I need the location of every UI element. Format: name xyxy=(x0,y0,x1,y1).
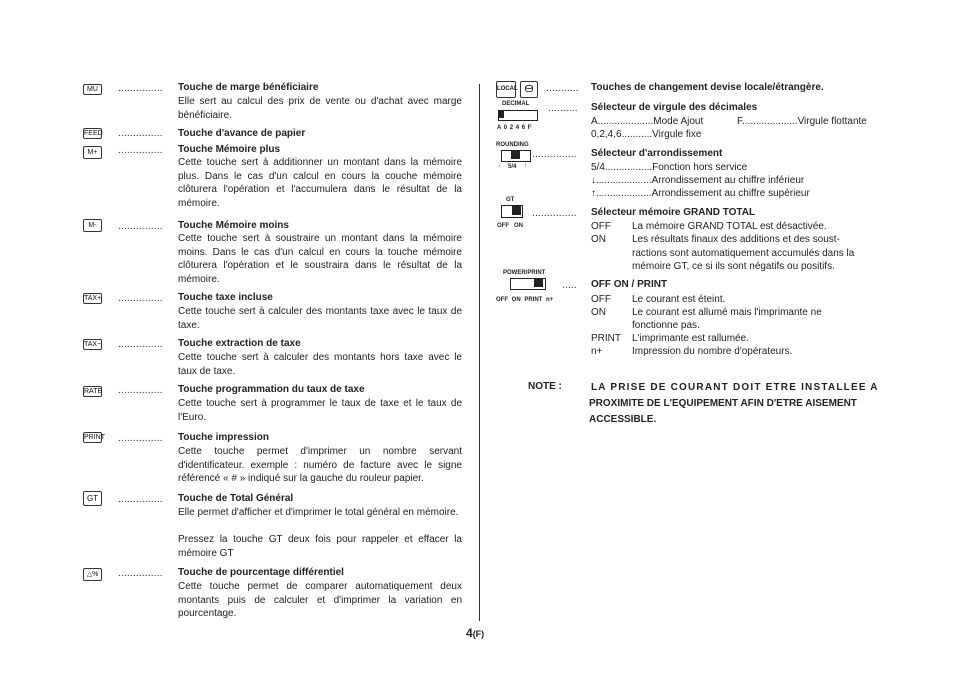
power-n-value: Impression du nombre d'opérateurs. xyxy=(632,346,793,357)
item-title: Touche Mémoire moins xyxy=(178,220,289,231)
item-description: Cette touche permet de comparer automatiquement deux montants puis de calculer et d'imprimer la variation en pourcentage. xyxy=(178,581,462,619)
leader-dots: ............... xyxy=(118,385,163,396)
power-print-key: PRINT xyxy=(591,333,621,344)
tax-plus-key-icon: TAX+ xyxy=(84,295,102,302)
note-line: PROXIMITE DE L'EQUIPEMENT AFIN D'ETRE AISEMENT xyxy=(589,398,857,409)
gt-on-key: ON xyxy=(591,234,606,245)
gt-off-value: La mémoire GRAND TOTAL est désactivée. xyxy=(632,221,827,232)
decimal-switch-positions: A 0 2 4 6 F xyxy=(497,125,532,131)
leader-dots: ........... xyxy=(546,83,579,94)
leader-dots: ............... xyxy=(118,83,163,94)
item-title: Touche Mémoire plus xyxy=(178,144,281,155)
item-title: Touche extraction de taxe xyxy=(178,338,301,349)
item-title: OFF ON / PRINT xyxy=(591,279,668,290)
decimal-switch-label: DECIMAL xyxy=(502,101,530,107)
item-title: Touche taxe incluse xyxy=(178,292,273,303)
item-description: Cette touche sert à calculer des montants hors taxe avec le taux de taxe. xyxy=(178,352,462,377)
tax-minus-key-icon: TAX− xyxy=(84,341,102,348)
decimal-option-f: F....................Virgule flottante xyxy=(737,116,867,127)
page-number-suffix: (F) xyxy=(472,629,485,639)
power-switch-knob xyxy=(534,279,543,287)
gt-switch-knob xyxy=(512,206,521,215)
item-title: Touche de Total Général xyxy=(178,493,294,504)
page-number-value: 4 xyxy=(466,626,473,640)
currency-key-icon xyxy=(520,81,538,98)
page-number xyxy=(466,626,484,640)
power-print-value: L'imprimante est rallumée. xyxy=(632,333,749,344)
gt-on-value-cont: mémoire GT, ce si ils sont négatifs ou positifs. xyxy=(632,261,835,272)
power-switch-label: POWER/PRINT xyxy=(503,270,546,276)
gt-switch-off-label: OFF xyxy=(497,223,509,229)
feed-key-icon: FEED xyxy=(84,130,103,137)
leader-dots: ............... xyxy=(118,293,163,304)
decimal-option-a: A....................Mode Ajout xyxy=(591,116,704,127)
note-label: NOTE : xyxy=(528,381,562,392)
memory-minus-key-icon: M- xyxy=(83,219,102,232)
item-description: Cette touche sert à soustraire un montant dans la mémoire moins. Dans le cas d'un calcul en cours la touche mémoire clôturera l'opération et le soustraira dans le résultat de la mémoire. xyxy=(178,233,462,285)
note-line: LA PRISE DE COURANT DOIT ETRE INSTALLEE A xyxy=(591,382,879,393)
arrow-down-icon: ↓ xyxy=(498,163,501,169)
item-description: Cette touche sert à programmer le taux de taxe et le taux de l'Euro. xyxy=(178,398,462,423)
leader-dots: ............... xyxy=(118,221,163,232)
gt-on-value-cont: ractions sont automatiquement accumulés dans la xyxy=(632,248,855,259)
power-on-value: Le courant est allumé mais l'imprimante ne xyxy=(632,307,822,318)
item-title: Touche de marge bénéficiaire xyxy=(178,82,319,93)
gt-off-key: OFF xyxy=(591,221,611,232)
item-title: Sélecteur de virgule des décimales xyxy=(591,102,758,113)
print-key-icon: PRINT xyxy=(84,434,105,441)
rounding-switch-label: ROUNDING xyxy=(496,142,529,148)
item-description: Elle permet d'afficher et d'imprimer le total général en mémoire. xyxy=(178,507,459,518)
item-title: Touche d'avance de papier xyxy=(178,128,306,139)
coins-icon xyxy=(524,84,534,94)
item-description: Cette touche sert à additionner un montant dans la mémoire plus. Dans le cas d'un calcul en cours la couche mémoire clôturera l'opération et l'accumulera dans le résultat de la mémoire. xyxy=(178,157,462,209)
item-description: Elle sert au calcul des prix de vente ou d'achat avec marge bénéficiaire. xyxy=(178,96,462,121)
decimal-switch-knob xyxy=(499,111,504,118)
rounding-option: ↓....................Arrondissement au chiffre inférieur xyxy=(591,175,805,186)
gt-key-icon: GT xyxy=(83,491,102,506)
rounding-option: ↑....................Arrondissement au chiffre supérieur xyxy=(591,188,810,199)
power-n-key: n+ xyxy=(591,346,603,357)
power-off-value: Le courant est éteint. xyxy=(632,294,726,305)
item-title: Sélecteur mémoire GRAND TOTAL xyxy=(591,207,756,218)
item-description: Cette touche sert à calculer des montants taxe avec le taux de taxe. xyxy=(178,306,462,331)
memory-plus-key-icon: M+ xyxy=(83,146,102,159)
leader-dots: .......... xyxy=(548,103,578,114)
leader-dots: ............... xyxy=(118,494,163,505)
item-description: Cette touche permet d'imprimer un nombre servant d'identificateur. exemple : numéro de facture avec le signe référencé « # » indiqué sur la gauche du rouleur papier. xyxy=(178,446,462,484)
leader-dots: ............... xyxy=(532,208,577,219)
power-on-value-cont: fonctionne pas. xyxy=(632,320,700,331)
rounding-switch-position: 5/4 xyxy=(508,164,517,170)
gt-switch-on-label: ON xyxy=(514,223,523,229)
decimal-switch xyxy=(498,110,538,121)
local-key-icon: LOCAL xyxy=(496,81,516,98)
item-title: Sélecteur d'arrondissement xyxy=(591,148,723,159)
column-divider xyxy=(479,84,480,621)
item-title: Touche de pourcentage différentiel xyxy=(178,567,344,578)
rate-key-icon: RATE xyxy=(84,388,103,395)
gt-switch-label: GT xyxy=(506,197,515,203)
power-switch-positions: OFF ON PRINT n+ xyxy=(496,297,554,303)
gt-on-value: Les résultats finaux des additions et des soust- xyxy=(632,234,840,245)
leader-dots: ............... xyxy=(118,128,163,139)
leader-dots: ............... xyxy=(118,568,163,579)
rounding-switch-knob xyxy=(511,151,520,159)
decimal-option-fixed: 0,2,4,6...........Virgule fixe xyxy=(591,129,702,140)
item-title: Touche programmation du taux de taxe xyxy=(178,384,365,395)
delta-percent-key-icon: △% xyxy=(83,568,102,581)
arrow-up-icon: ↑ xyxy=(524,163,527,169)
leader-dots: ............... xyxy=(532,149,577,160)
leader-dots: ............... xyxy=(118,433,163,444)
leader-dots: ............... xyxy=(118,145,163,156)
item-description-extra: Pressez la touche GT deux fois pour rappeler et effacer la mémoire GT xyxy=(178,534,462,559)
note-line: ACCESSIBLE. xyxy=(589,414,657,425)
power-off-key: OFF xyxy=(591,294,611,305)
power-on-key: ON xyxy=(591,307,606,318)
mu-key-icon: MU xyxy=(83,84,102,95)
leader-dots: ..... xyxy=(562,280,577,291)
item-title: Touches de changement devise locale/étrangère. xyxy=(591,82,824,93)
leader-dots: ............... xyxy=(118,339,163,350)
rounding-option: 5/4.................Fonction hors service xyxy=(591,162,748,173)
item-title: Touche impression xyxy=(178,432,269,443)
